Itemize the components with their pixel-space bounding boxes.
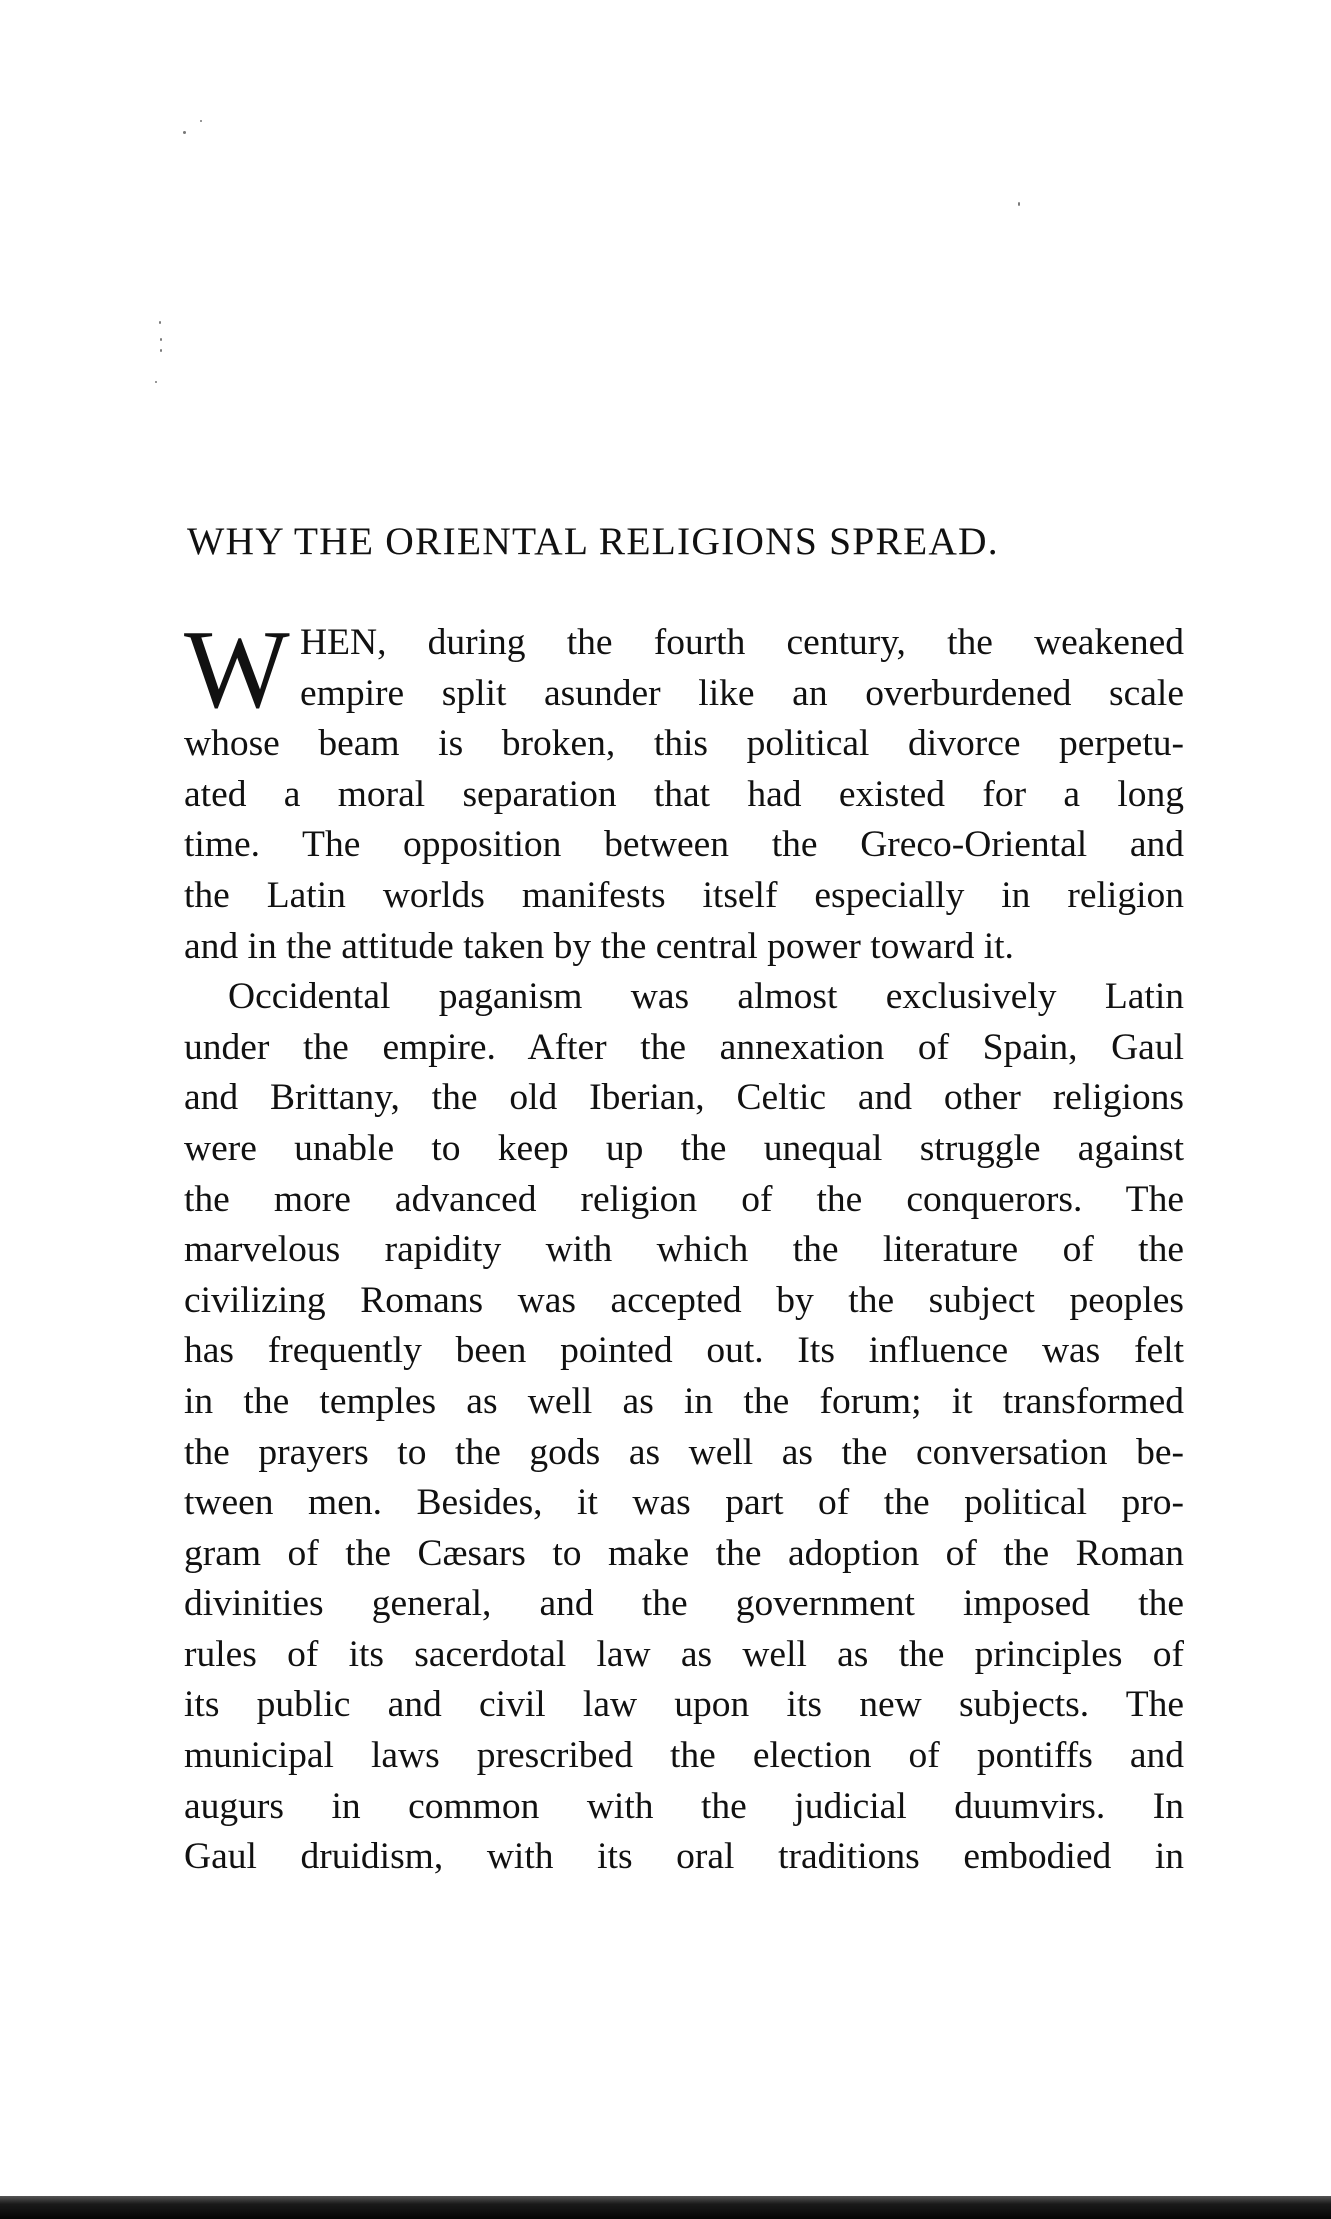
text-line: time. The opposition between the Greco-Oriental and <box>184 824 1184 866</box>
text-line: divinities general, and the government imposed the <box>184 1583 1184 1625</box>
text-line: whose beam is broken, this political divorce perpetu- <box>184 723 1184 765</box>
scan-edge-bar <box>0 2196 1331 2219</box>
text-line: ated a moral separation that had existed for a long <box>184 773 1184 815</box>
text-line: empire split asunder like an overburdened scale <box>300 672 1184 714</box>
text-line: under the empire. After the annexation of Spain, Gaul <box>184 1026 1184 1068</box>
paragraph-2 <box>184 972 1184 1883</box>
text-line: and in the attitude taken by the central power toward it. <box>184 925 1014 967</box>
body-text <box>184 608 1184 1883</box>
text-line: Gaul druidism, with its oral traditions embodied in <box>184 1836 1184 1878</box>
text-line: the more advanced religion of the conquerors. The <box>184 1178 1184 1220</box>
text-line: tween men. Besides, it was part of the political pro- <box>184 1482 1184 1524</box>
text-line: rules of its sacerdotal law as well as the principles of <box>184 1633 1184 1675</box>
text-line: marvelous rapidity with which the literature of the <box>184 1229 1184 1271</box>
text-line: has frequently been pointed out. Its influence was felt <box>184 1330 1184 1372</box>
text-line: civilizing Romans was accepted by the subject peoples <box>184 1279 1184 1321</box>
text-line: in the temples as well as in the forum; it transformed <box>184 1380 1184 1422</box>
text-line: Occidental paganism was almost exclusively Latin <box>228 976 1184 1018</box>
chapter-title: WHY THE ORIENTAL RELIGIONS SPREAD. <box>187 519 999 563</box>
text-line: its public and civil law upon its new subjects. The <box>184 1684 1184 1726</box>
text-line: municipal laws prescribed the election of pontiffs and <box>184 1735 1184 1777</box>
text-line: the Latin worlds manifests itself especially in religion <box>184 874 1184 916</box>
drop-cap: W <box>184 608 290 732</box>
text-line: the prayers to the gods as well as the conversation be- <box>184 1431 1184 1473</box>
text-line: were unable to keep up the unequal struggle against <box>184 1127 1184 1169</box>
text-line: gram of the Cæsars to make the adoption of the Roman <box>184 1532 1184 1574</box>
paragraph-1 <box>184 608 1184 972</box>
text-line: and Brittany, the old Iberian, Celtic and other religions <box>184 1077 1184 1119</box>
text-line: augurs in common with the judicial duumvirs. In <box>184 1785 1184 1827</box>
text-line: HEN, during the fourth century, the weakened <box>300 622 1184 663</box>
